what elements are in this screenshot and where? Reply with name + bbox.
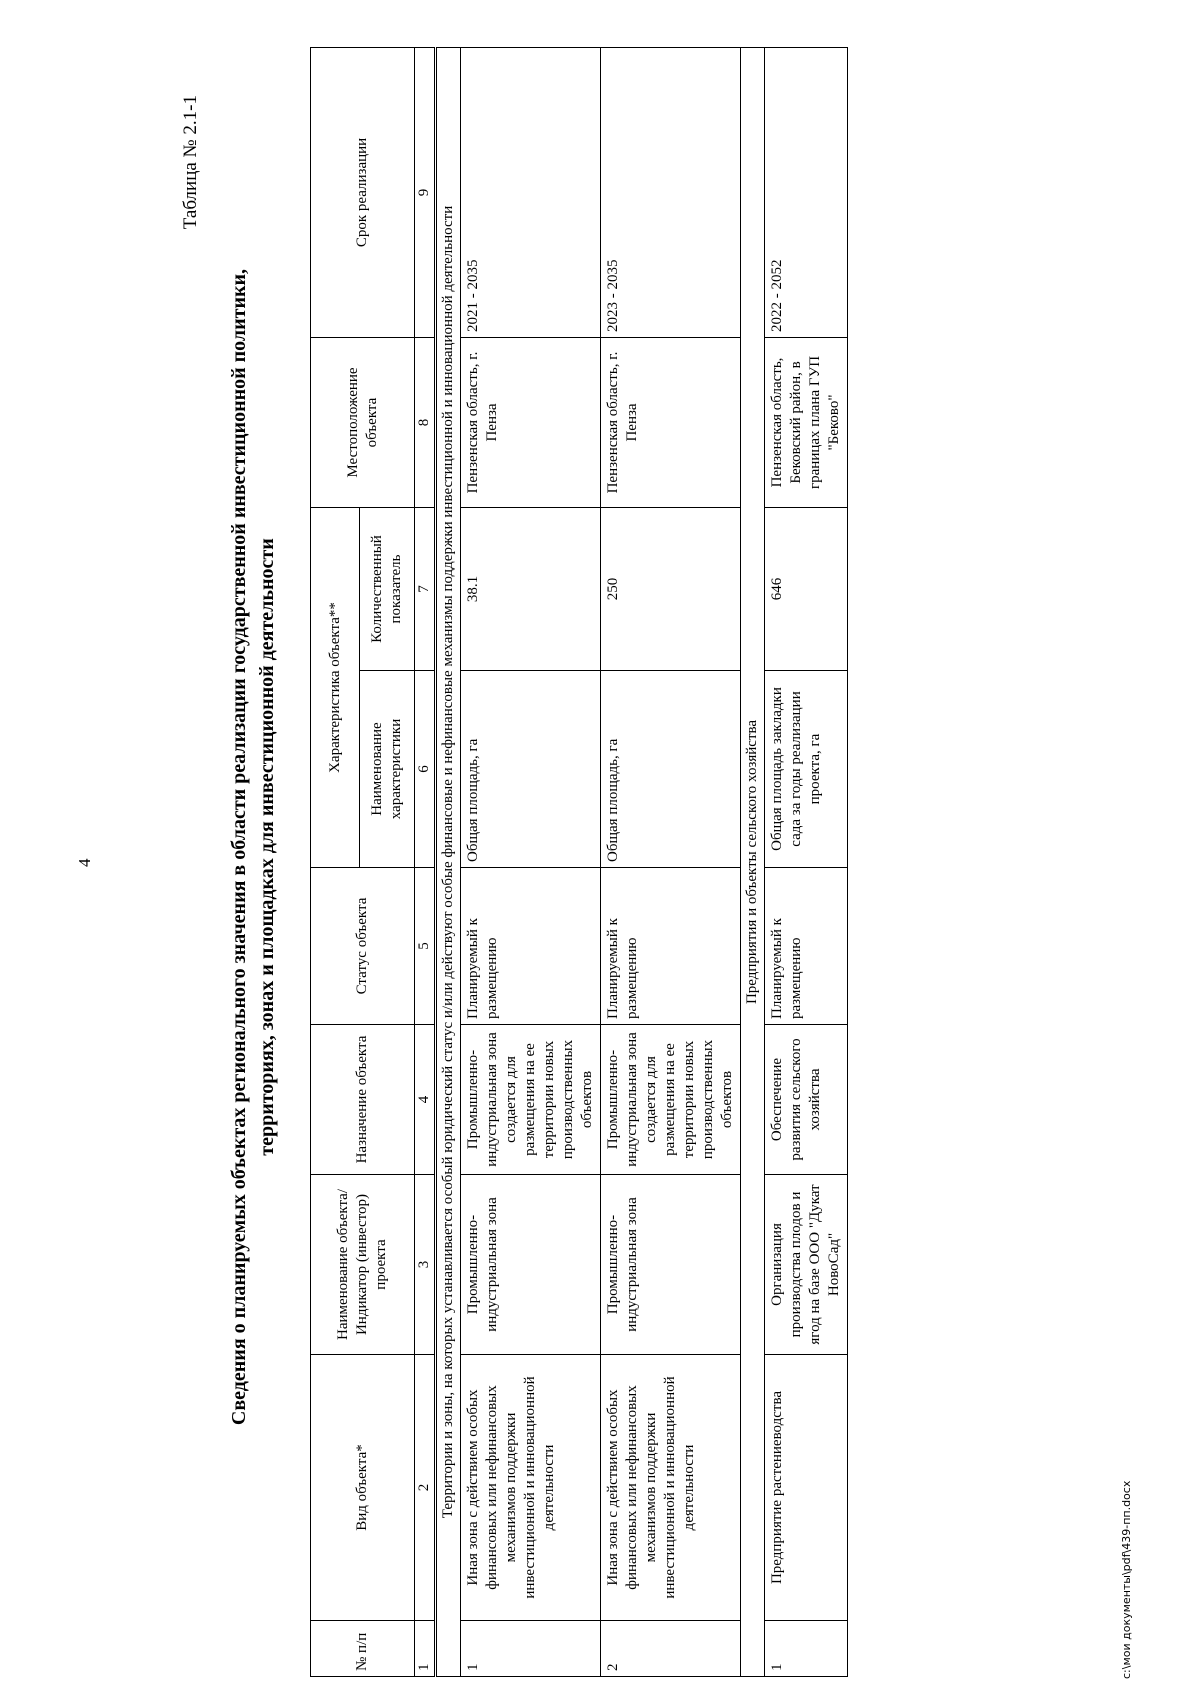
col-number: 7 — [415, 507, 436, 670]
cell-char-name: Общая площадь, га — [461, 671, 601, 868]
col-number: 4 — [415, 1025, 436, 1175]
cell-char-name: Общая площадь, га — [601, 671, 741, 868]
title-line-1: Сведения о планируемых объектах регионального значения в области реализации государственной инвестиционной политики, — [228, 268, 250, 1426]
cell-char-value: 38.1 — [461, 507, 601, 670]
table-row — [461, 47, 601, 1676]
cell-type: Предприятие растениеводства — [765, 1355, 848, 1621]
cell-name: Промышленно-индустриальная зона — [601, 1175, 741, 1355]
col-number: 3 — [415, 1175, 436, 1355]
footer-file-path: c:\мои документы\pdf\439-пп.docx — [1120, 1480, 1133, 1679]
section-row — [741, 47, 765, 1676]
cell-term: 2021 - 2035 — [461, 47, 601, 337]
cell-num: 1 — [765, 1621, 848, 1677]
cell-term: 2023 - 2035 — [601, 47, 741, 337]
cell-status: Планируемый к размещению — [461, 868, 601, 1025]
header-char-name: Наименование характеристики — [360, 671, 415, 868]
section-title: Предприятия и объекты сельского хозяйства — [741, 47, 765, 1676]
header-char-value: Количественный показатель — [360, 507, 415, 670]
cell-num: 2 — [601, 1621, 741, 1677]
table-number: Таблица № 2.1-1 — [180, 95, 201, 230]
column-numbers-row — [415, 47, 436, 1676]
cell-purpose: Обеспечение развития сельского хозяйства — [765, 1025, 848, 1175]
cell-char-name: Общая площадь закладки сада за годы реализации проекта, га — [765, 671, 848, 868]
table-row — [765, 47, 848, 1676]
col-number: 5 — [415, 868, 436, 1025]
cell-char-value: 646 — [765, 507, 848, 670]
header-term: Срок реализации — [311, 47, 415, 337]
page-number: 4 — [75, 858, 94, 867]
table-row — [601, 47, 741, 1676]
header-status: Статус объекта — [311, 868, 415, 1025]
header-purpose: Назначение объекта — [311, 1025, 415, 1175]
cell-status: Планируемый к размещению — [765, 868, 848, 1025]
col-number: 2 — [415, 1355, 436, 1621]
header-characteristics: Характеристика объекта** — [311, 507, 360, 867]
cell-type: Иная зона с действием особых финансовых или нефинансовых механизмов поддержки инвестиционной и инновационной деятельности — [601, 1355, 741, 1621]
document-title — [225, 97, 281, 1597]
cell-location: Пензенская область, Бековский район, в границах плана ГУП "Беково" — [765, 337, 848, 507]
header-num: № п/п — [311, 1621, 415, 1677]
section-row — [436, 47, 461, 1676]
cell-purpose: Промышленно-индустриальная зона создается для размещения на ее территории новых производственных объектов — [461, 1025, 601, 1175]
cell-name: Промышленно-индустриальная зона — [461, 1175, 601, 1355]
col-number: 6 — [415, 671, 436, 868]
cell-type: Иная зона с действием особых финансовых или нефинансовых механизмов поддержки инвестиционной и инновационной деятельности — [461, 1355, 601, 1621]
cell-term: 2022 - 2052 — [765, 47, 848, 337]
title-line-2: территориях, зонах и площадках для инвестиционной деятельности — [256, 538, 278, 1156]
col-number: 9 — [415, 47, 436, 337]
cell-purpose: Промышленно-индустриальная зона создается для размещения на ее территории новых производственных объектов — [601, 1025, 741, 1175]
col-number: 1 — [415, 1621, 436, 1677]
section-title: Территории и зоны, на которых устанавливается особый юридический статус и/или действуют особые финансовые и нефинансовые механизмы поддержки инвестиционной и инновационной деятельности — [436, 47, 461, 1676]
header-location: Местоположение объекта — [311, 337, 415, 507]
header-name: Наименование объекта/ Индикатор (инвестор) проекта — [311, 1175, 415, 1355]
objects-table — [310, 47, 848, 1677]
cell-num: 1 — [461, 1621, 601, 1677]
cell-name: Организация производства плодов и ягод на базе ООО "Дукат НовоСад" — [765, 1175, 848, 1355]
cell-char-value: 250 — [601, 507, 741, 670]
col-number: 8 — [415, 337, 436, 507]
cell-location: Пензенская область, г. Пенза — [461, 337, 601, 507]
header-type: Вид объекта* — [311, 1355, 415, 1621]
header-row — [311, 47, 360, 1676]
cell-location: Пензенская область, г. Пенза — [601, 337, 741, 507]
cell-status: Планируемый к размещению — [601, 868, 741, 1025]
